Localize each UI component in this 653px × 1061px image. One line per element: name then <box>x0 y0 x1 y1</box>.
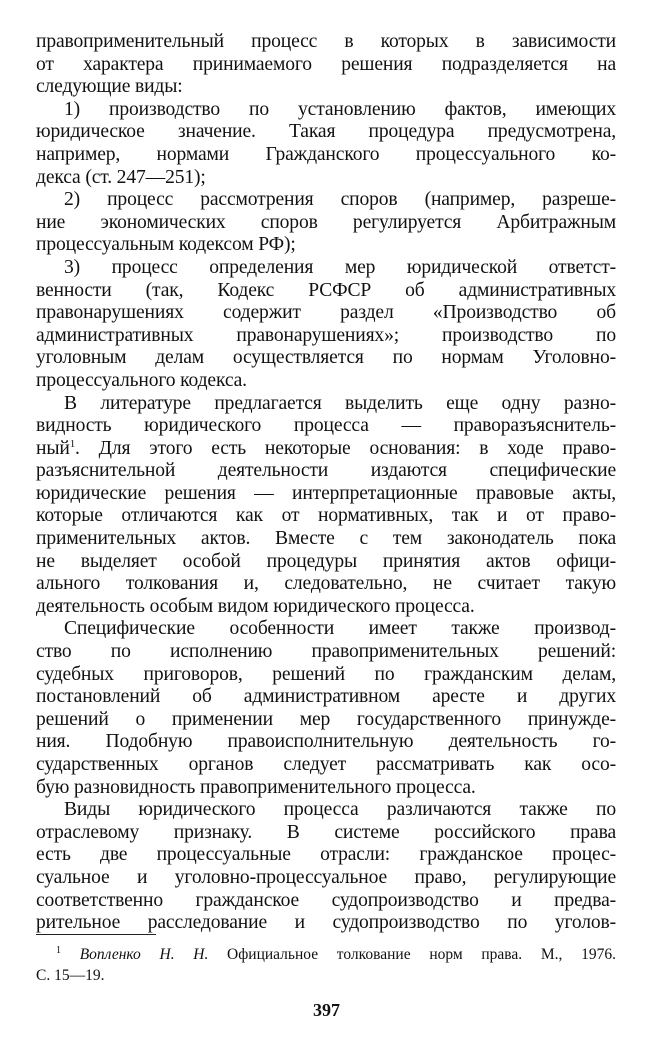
text-line: которые отличаются как от нормативных, так и от право- <box>36 505 616 527</box>
footnote-reference: 1 <box>69 437 76 450</box>
text-line: рительное расследование и судопроизводство по уголов- <box>36 912 616 934</box>
text-line: венности (так, Кодекс РСФСР об административных <box>36 279 616 301</box>
text-line: отраслевому признаку. В системе российского права <box>36 821 616 843</box>
text-line: следующие виды: <box>36 76 183 98</box>
text-line: суальное и уголовно-процессуальное право, регулирующие <box>36 866 616 888</box>
text-line: деятельность особым видом юридического процесса. <box>36 595 475 617</box>
text-line: разъяснительной деятельности издаются специфические <box>36 460 616 482</box>
text-line: Виды юридического процесса различаются также по <box>64 799 616 821</box>
footnote-author: Вопленко Н. Н. <box>79 946 209 963</box>
footnote <box>36 944 616 986</box>
text-line: юридическое значение. Такая процедура предусмотрена, <box>36 121 616 143</box>
text-line: ального толкования и, следовательно, не считает такую <box>36 573 616 595</box>
text-line-part: . Для этого есть некоторые основания: в ходе право- <box>75 437 616 459</box>
text-line: не выделяет особой процедуры принятия актов офици- <box>36 550 616 572</box>
footnote-citation: Официальное толкование норм права. М., 1976. <box>227 946 616 963</box>
text-line: 2) процесс рассмотрения споров (например, разреше- <box>64 189 616 211</box>
text-line: 3) процесс определения мер юридической ответст- <box>64 256 616 278</box>
text-line: декса (ст. 247—251); <box>36 166 206 188</box>
text-line: процессуального кодекса. <box>36 369 247 391</box>
text-line: юридические решения — интерпретационные правовые акты, <box>36 482 616 504</box>
text-line: видность юридического процесса — праворазъяснитель- <box>36 415 616 437</box>
text-line: уголовным делам осуществляется по нормам Уголовно- <box>36 347 616 369</box>
footnote-mark: 1 <box>56 945 61 956</box>
text-line: административных правонарушениях»; производство по <box>36 324 616 346</box>
page-number: 397 <box>313 1000 340 1020</box>
text-line: применительных актов. Вместе с тем законодатель пока <box>36 528 616 550</box>
text-line: решений о применении мер государственного принужде- <box>36 708 616 730</box>
text-line: например, нормами Гражданского процессуального ко- <box>36 143 616 165</box>
text-line: ние экономических споров регулируется Арбитражным <box>36 211 616 233</box>
footnote-line-2: С. 15—19. <box>36 967 105 984</box>
text-line: постановлений об административном аресте и других <box>36 686 616 708</box>
text-line-part: ный <box>36 437 70 459</box>
text-line: от характера принимаемого решения подразделяется на <box>36 53 616 75</box>
text-line: правоприменительный процесс в которых в зависимости <box>36 31 616 52</box>
text-line: 1) производство по установлению фактов, имеющих <box>64 98 616 120</box>
main-text <box>36 31 616 935</box>
text-line: ния. Подобную правоисполнительную деятельность го- <box>36 731 616 753</box>
text-line: В литературе предлагается выделить еще одну разно- <box>64 392 616 414</box>
text-line: бую разновидность правоприменительного процесса. <box>36 776 476 798</box>
text-line: Специфические особенности имеет также производ- <box>64 618 616 640</box>
footnote-line-1 <box>36 944 616 965</box>
footnote-divider <box>36 934 156 935</box>
text-line: правонарушениях содержит раздел «Производство об <box>36 302 616 324</box>
text-line <box>36 438 616 461</box>
text-line: соответственно гражданское судопроизводство и предва- <box>36 889 616 911</box>
text-line: судебных приговоров, решений по гражданским делам, <box>36 663 616 685</box>
text-line: ство по исполнению правоприменительных решений: <box>36 641 616 663</box>
text-line: процессуальным кодексом РФ); <box>36 234 296 256</box>
text-line: есть две процессуальные отрасли: гражданское процес- <box>36 844 616 866</box>
text-line: сударственных органов следует рассматривать как осо- <box>36 754 616 775</box>
